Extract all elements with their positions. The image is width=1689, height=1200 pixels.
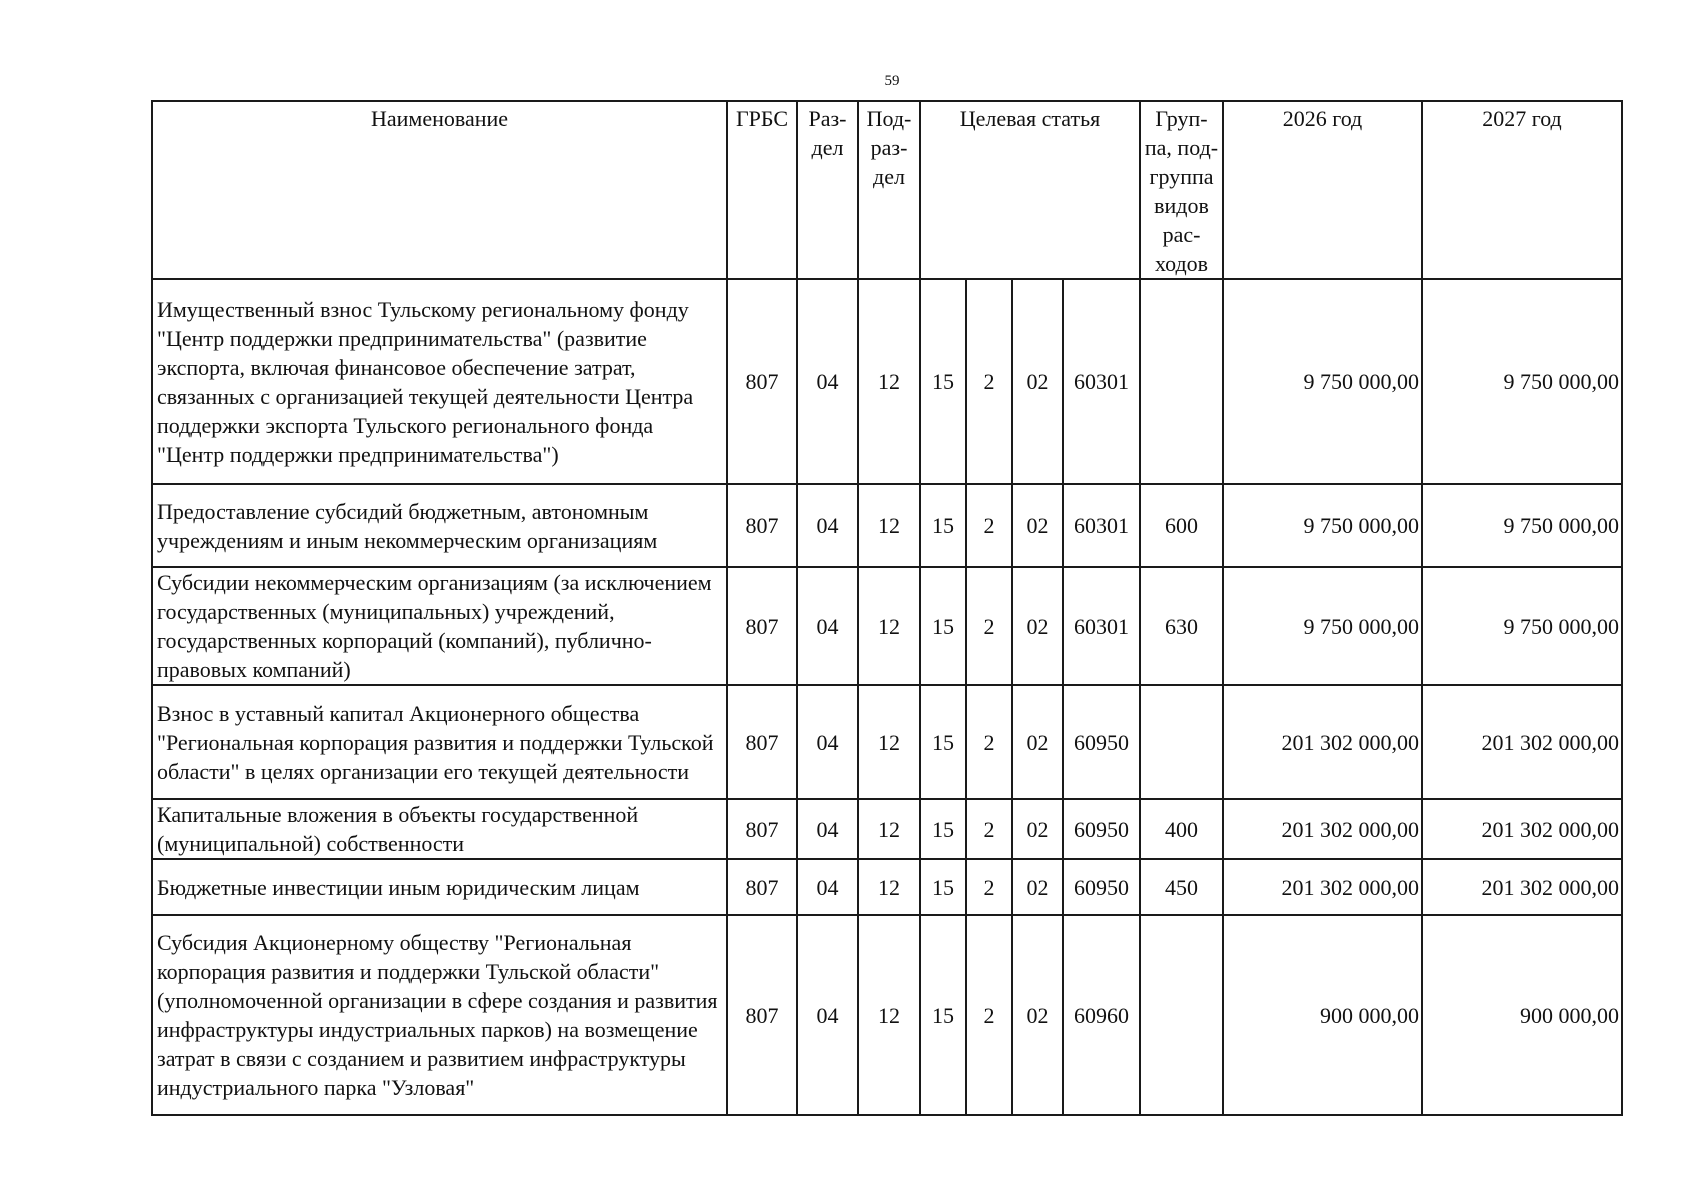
row-amount-2027: 201 302 000,00 [1422, 685, 1622, 799]
row-target-program: 15 [920, 685, 966, 799]
header-year-2026: 2026 год [1223, 101, 1422, 279]
row-amount-2027: 9 750 000,00 [1422, 567, 1622, 685]
row-target-type: 2 [966, 859, 1012, 915]
row-podrazdel: 12 [858, 567, 920, 685]
row-podrazdel: 12 [858, 279, 920, 484]
row-grbs: 807 [727, 567, 797, 685]
table-row [152, 484, 1622, 567]
page-number: 59 [884, 73, 900, 89]
table-row [152, 915, 1622, 1115]
row-target-direction: 60950 [1063, 799, 1140, 859]
row-podrazdel: 12 [858, 915, 920, 1115]
row-name: Субсидии некоммерческим организациям (за исключением государственных (муниципальных) учреждений, государственных корпораций (компаний), публично-правовых компаний) [152, 567, 727, 685]
row-target-direction: 60950 [1063, 859, 1140, 915]
row-expense-group [1140, 915, 1223, 1115]
table-row [152, 685, 1622, 799]
row-target-program: 15 [920, 915, 966, 1115]
row-razdel: 04 [797, 859, 858, 915]
header-grbs: ГРБС [727, 101, 797, 279]
row-name: Субсидия Акционерному обществу "Региональная корпорация развития и поддержки Тульской области" (уполномоченной организации в сфере создания и развития инфраструктуры индустриальных парков) на возмещение затрат в связи с созданием и развитием инфраструктуры индустриального парка "Узловая" [152, 915, 727, 1115]
row-name: Капитальные вложения в объекты государственной (муниципальной) собственности [152, 799, 727, 859]
row-target-element: 02 [1012, 859, 1063, 915]
row-grbs: 807 [727, 859, 797, 915]
budget-table [151, 100, 1623, 1116]
row-target-type: 2 [966, 279, 1012, 484]
header-razdel: Раз-дел [797, 101, 858, 279]
row-target-element: 02 [1012, 685, 1063, 799]
row-expense-group: 630 [1140, 567, 1223, 685]
table-row [152, 859, 1622, 915]
row-grbs: 807 [727, 685, 797, 799]
row-razdel: 04 [797, 567, 858, 685]
row-target-direction: 60301 [1063, 484, 1140, 567]
row-amount-2027: 201 302 000,00 [1422, 859, 1622, 915]
row-amount-2026: 201 302 000,00 [1223, 799, 1422, 859]
header-name: Наименование [152, 101, 727, 279]
row-target-element: 02 [1012, 279, 1063, 484]
row-amount-2027: 9 750 000,00 [1422, 279, 1622, 484]
row-target-program: 15 [920, 799, 966, 859]
row-target-direction: 60301 [1063, 567, 1140, 685]
row-expense-group [1140, 685, 1223, 799]
row-target-direction: 60960 [1063, 915, 1140, 1115]
row-grbs: 807 [727, 915, 797, 1115]
row-name: Предоставление субсидий бюджетным, автономным учреждениям и иным некоммерческим организациям [152, 484, 727, 567]
row-amount-2026: 9 750 000,00 [1223, 484, 1422, 567]
header-podrazdel: Под-раз-дел [858, 101, 920, 279]
header-year-2027: 2027 год [1422, 101, 1622, 279]
row-name: Бюджетные инвестиции иным юридическим лицам [152, 859, 727, 915]
row-target-element: 02 [1012, 915, 1063, 1115]
row-expense-group: 450 [1140, 859, 1223, 915]
row-target-direction: 60301 [1063, 279, 1140, 484]
row-razdel: 04 [797, 915, 858, 1115]
row-podrazdel: 12 [858, 799, 920, 859]
table-row [152, 567, 1622, 685]
row-razdel: 04 [797, 279, 858, 484]
row-amount-2026: 9 750 000,00 [1223, 567, 1422, 685]
row-razdel: 04 [797, 685, 858, 799]
row-podrazdel: 12 [858, 484, 920, 567]
row-target-type: 2 [966, 915, 1012, 1115]
row-target-program: 15 [920, 859, 966, 915]
row-target-type: 2 [966, 484, 1012, 567]
row-grbs: 807 [727, 484, 797, 567]
row-podrazdel: 12 [858, 685, 920, 799]
table-row [152, 279, 1622, 484]
row-target-type: 2 [966, 799, 1012, 859]
header-expense-group: Груп-па, под-группа видов рас-ходов [1140, 101, 1223, 279]
row-target-program: 15 [920, 279, 966, 484]
row-target-program: 15 [920, 567, 966, 685]
row-expense-group: 600 [1140, 484, 1223, 567]
row-grbs: 807 [727, 279, 797, 484]
row-razdel: 04 [797, 799, 858, 859]
row-amount-2026: 9 750 000,00 [1223, 279, 1422, 484]
row-target-program: 15 [920, 484, 966, 567]
row-amount-2026: 201 302 000,00 [1223, 685, 1422, 799]
row-amount-2027: 900 000,00 [1422, 915, 1622, 1115]
header-target-article: Целевая статья [920, 101, 1140, 279]
row-target-direction: 60950 [1063, 685, 1140, 799]
row-expense-group: 400 [1140, 799, 1223, 859]
row-name: Имущественный взнос Тульскому региональному фонду "Центр поддержки предпринимательства" (развитие экспорта, включая финансовое обеспечение затрат, связанных с организацией текущей деятельности Центра поддержки экспорта Тульского регионального фонда "Центр поддержки предпринимательства") [152, 279, 727, 484]
row-target-element: 02 [1012, 567, 1063, 685]
row-amount-2026: 900 000,00 [1223, 915, 1422, 1115]
row-grbs: 807 [727, 799, 797, 859]
table-row [152, 799, 1622, 859]
row-target-type: 2 [966, 685, 1012, 799]
row-target-element: 02 [1012, 799, 1063, 859]
row-target-type: 2 [966, 567, 1012, 685]
row-amount-2027: 9 750 000,00 [1422, 484, 1622, 567]
row-podrazdel: 12 [858, 859, 920, 915]
row-expense-group [1140, 279, 1223, 484]
row-target-element: 02 [1012, 484, 1063, 567]
row-name: Взнос в уставный капитал Акционерного общества "Региональная корпорация развития и поддержки Тульской области" в целях организации его текущей деятельности [152, 685, 727, 799]
row-razdel: 04 [797, 484, 858, 567]
table-header-row [152, 101, 1622, 279]
row-amount-2026: 201 302 000,00 [1223, 859, 1422, 915]
row-amount-2027: 201 302 000,00 [1422, 799, 1622, 859]
